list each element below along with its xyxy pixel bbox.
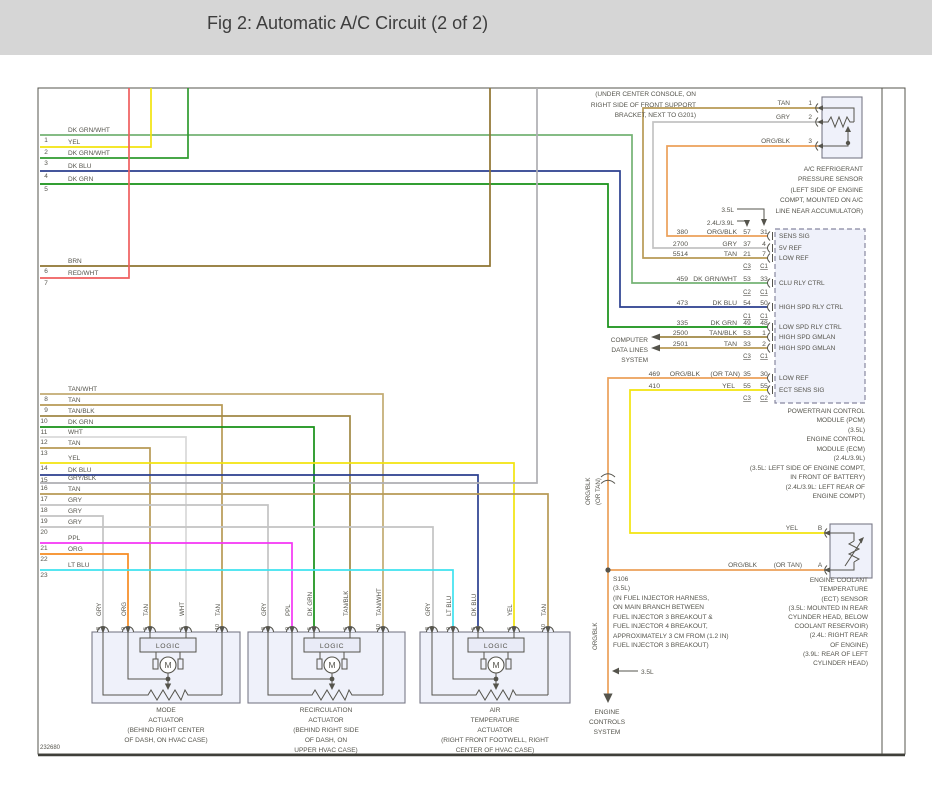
- pin-number: 30: [760, 371, 768, 378]
- pin-wire-label: TAN/WHT: [376, 588, 383, 616]
- pin-number: 6: [507, 627, 513, 630]
- pin-number: 35: [743, 371, 751, 378]
- pin-number: 33: [743, 341, 751, 348]
- pin-number: 10: [376, 624, 382, 630]
- pin-number: B: [817, 525, 823, 532]
- signal-label: LOW SPD RLY CTRL: [779, 324, 842, 331]
- pin-wire-label: LT BLU: [446, 595, 453, 616]
- wire-color-label: GRY: [68, 497, 82, 504]
- s106-splice: [585, 474, 729, 650]
- circuit-number: 2500: [672, 330, 688, 337]
- pin-number: 3: [808, 138, 812, 145]
- pin-wire-label: GRY: [261, 602, 268, 616]
- splice-note: S106: [613, 576, 629, 583]
- page-title: Fig 2: Automatic A/C Circuit (2 of 2): [207, 13, 489, 33]
- splice-note: (IN FUEL INJECTOR HARNESS,: [613, 595, 710, 602]
- pin-connector-arcs: [98, 627, 228, 633]
- component-label: POWERTRAIN CONTROL: [787, 408, 865, 415]
- pin-connector-arcs: [816, 104, 818, 151]
- pin-wire-label: ORG/BLK: [761, 138, 790, 145]
- component-label: CENTER OF HVAC CASE): [455, 747, 535, 754]
- pin-number: A: [817, 562, 823, 569]
- title-bar: [0, 0, 932, 55]
- connector-ref: C3: [743, 354, 751, 360]
- signal-label: HIGH SPD GMLAN: [779, 334, 836, 341]
- component-label: MODULE (ECM): [816, 446, 865, 453]
- system-label: DATA LINES: [611, 347, 648, 354]
- wire-2-yel: [40, 88, 151, 147]
- note-line: RIGHT SIDE OF FRONT SUPPORT: [590, 102, 696, 109]
- computer-data-lines: [611, 334, 660, 364]
- wire-21-ppl: [40, 543, 292, 626]
- component-label: (2.4L/3.9L): [833, 455, 865, 462]
- wire-number: 7: [44, 280, 48, 287]
- wire-7-red-wht: [40, 88, 129, 278]
- splice-note: (3.5L): [613, 585, 630, 592]
- junction-dot: [166, 677, 171, 682]
- component-label: OF DASH, ON HVAC CASE): [124, 737, 208, 744]
- signal-label: 5V REF: [779, 245, 802, 252]
- pin-number: 53: [743, 330, 751, 337]
- pin-number: 9: [285, 627, 291, 630]
- splice-note: APPROXIMATELY 3 CM FROM (1.2 IN): [613, 633, 729, 640]
- component-label: (3.5L): [848, 427, 865, 434]
- connector-ref: C1: [760, 290, 768, 296]
- wire-color-alt: (OR TAN): [710, 371, 740, 378]
- component-label: COOLANT RESERVOIR): [794, 623, 868, 630]
- pin-number: 2: [762, 341, 766, 348]
- wire-number: 12: [40, 439, 48, 446]
- wire-number: 15: [40, 477, 48, 484]
- pin-wire-label: ORG/BLK: [728, 562, 757, 569]
- component-label: MODULE (PCM): [816, 417, 865, 424]
- pin-number: 6: [179, 627, 185, 630]
- pin-connector-arcs: [263, 627, 389, 633]
- engine-tag: 2.4L/3.9L: [706, 220, 734, 227]
- wire-number: 3: [44, 160, 48, 167]
- pressure-sensor: [761, 97, 864, 215]
- pin-number: 50: [760, 300, 768, 307]
- wire-number: 22: [40, 556, 48, 563]
- system-label: SYSTEM: [593, 729, 621, 736]
- pin-number: 8: [425, 627, 431, 630]
- component-label: (2.4L: RIGHT REAR: [809, 632, 868, 639]
- pin-number: 8: [261, 627, 267, 630]
- wire-color-label: DK BLU: [712, 300, 737, 307]
- engine-tag: 3.5L: [721, 207, 734, 214]
- component-label: ENGINE COMPT): [812, 493, 865, 500]
- system-label: CONTROLS: [588, 719, 626, 726]
- wire-color-label: TAN/BLK: [68, 408, 95, 415]
- signal-label: CLU RLY CTRL: [779, 280, 825, 287]
- signal-label: SENS SIG: [779, 233, 810, 240]
- pin-wire-label: PPL: [285, 604, 292, 616]
- wire-color-label: YEL: [68, 139, 81, 146]
- recirculation-actuator: [248, 588, 405, 754]
- wire-number: 2: [44, 149, 48, 156]
- component-label: IN FRONT OF BATTERY): [790, 474, 865, 481]
- engine-controls-system: [589, 668, 654, 736]
- component-label: (LEFT SIDE OF ENGINE: [790, 187, 863, 194]
- note-line: (UNDER CENTER CONSOLE, ON: [595, 91, 696, 98]
- wire-color-label: TAN/BLK: [709, 330, 737, 337]
- wire-number: 9: [44, 407, 48, 414]
- wire-12-wht: [40, 437, 186, 626]
- wire-14-yel: [40, 463, 514, 626]
- wire-number: 21: [40, 545, 48, 552]
- component-label: A/C REFRIGERANT: [803, 166, 863, 173]
- circuit-number: 469: [648, 371, 660, 378]
- pin-wire-label: TAN/BLK: [343, 590, 350, 616]
- junction-dot: [846, 141, 850, 145]
- circu it-number: 335: [676, 320, 688, 327]
- component-label: ACTUATOR: [308, 717, 344, 724]
- wire-color-label: DK GRN/WHT: [68, 150, 110, 157]
- component-label: AIR: [489, 707, 501, 714]
- component-label: UPPER HVAC CASE): [294, 747, 358, 754]
- circuit-number: 5514: [672, 251, 688, 258]
- wire-color-label: YEL: [722, 383, 735, 390]
- component-label: CYLINDER HEAD, BELOW: [788, 614, 868, 621]
- wire-color-label: WHT: [68, 429, 83, 436]
- wire-number: 6: [44, 268, 48, 275]
- pin-wire-label: TAN: [541, 604, 548, 616]
- pin-number: 2: [808, 114, 812, 121]
- figure-id: 232680: [40, 745, 61, 751]
- wire-number: 16: [40, 485, 48, 492]
- wire-19-gry: [40, 516, 103, 626]
- logic-label: LOGIC: [483, 643, 509, 650]
- wire-number: 11: [40, 429, 48, 436]
- engine-tag-pointer: [737, 209, 764, 219]
- signal-label: LOW REF: [779, 375, 809, 382]
- component-label: (3.5L: LEFT SIDE OF ENGINE COMPT,: [749, 465, 865, 472]
- wire-color-label: BRN: [68, 258, 82, 265]
- pin-number: 1: [808, 100, 812, 107]
- pin-wire-label: DK BLU: [471, 593, 478, 616]
- pcm-connector: [649, 207, 866, 500]
- pin-number: 37: [743, 241, 751, 248]
- wire-color-label: GRY/BLK: [68, 475, 97, 482]
- system-label: ENGINE: [594, 709, 620, 716]
- left-wire-labels: [40, 127, 110, 579]
- component-label: PRESSURE SENSOR: [797, 176, 863, 183]
- motor-label: M: [492, 660, 500, 670]
- pin-wire-alt: (OR TAN): [773, 562, 802, 569]
- pin-wire-label: TAN: [777, 100, 790, 107]
- component-label: RECIRCULATION: [299, 707, 353, 714]
- wire-number: 18: [40, 507, 48, 514]
- pin-number: 55: [760, 383, 768, 390]
- down-arrow-icon: [603, 694, 612, 704]
- wire-color-label: DK GRN: [710, 320, 737, 327]
- component-label: TEMPERATURE: [470, 717, 520, 724]
- splice-note: FUEL INJECTOR 3 BREAKOUT &: [613, 614, 713, 621]
- wire-color-label: TAN: [723, 251, 737, 258]
- wire-number: 19: [40, 518, 48, 525]
- wire-5-dk-grn: [40, 184, 768, 327]
- component-label: LINE NEAR ACCUMULATOR): [775, 208, 863, 215]
- component-label: ACTUATOR: [148, 717, 184, 724]
- pin-number: 5: [471, 627, 477, 630]
- component-label: (BEHIND RIGHT SIDE: [293, 727, 359, 734]
- pin-number: 55: [743, 383, 751, 390]
- wire-color-label: GRY: [722, 241, 737, 248]
- motor-label: M: [328, 660, 336, 670]
- pin-number: 54: [743, 300, 751, 307]
- pin-number: 10: [541, 624, 547, 630]
- wire-color-label: YEL: [68, 455, 81, 462]
- junction-dot: [494, 677, 499, 682]
- connector-ref: C3: [743, 396, 751, 402]
- system-label: SYSTEM: [621, 357, 648, 364]
- connector-ref: C1: [760, 314, 768, 320]
- connector-ref: C2: [760, 396, 768, 402]
- wire-color-label: TAN: [723, 341, 737, 348]
- pin-wire-label: GRY: [96, 602, 103, 616]
- pin-number: 7: [762, 251, 766, 258]
- pin-number: 6: [343, 627, 349, 630]
- ground-location-note: [591, 91, 696, 119]
- vertical-wire-label: ORG/BLK: [585, 477, 592, 505]
- component-label: ENGINE COOLANT: [809, 577, 868, 584]
- splice-note: ON MAIN BRANCH BETWEEN: [613, 604, 705, 611]
- splice-dot: [605, 567, 610, 572]
- component-label: OF ENGINE): [830, 642, 868, 649]
- wire-color-label: TAN: [68, 486, 81, 493]
- connector-ref: C2: [743, 290, 751, 296]
- wire-number: 17: [40, 496, 48, 503]
- wire-color-label: GRY: [68, 508, 82, 515]
- pin-arrow-icons: [824, 530, 830, 572]
- pin-wire-label: DK GRN: [307, 591, 314, 616]
- circuit-number: 459: [676, 276, 688, 283]
- motor-label: M: [164, 660, 172, 670]
- wire-color-label: DK GRN/WHT: [68, 127, 110, 134]
- wire-color-label: GRY: [68, 519, 82, 526]
- circuit-number: 2700: [672, 241, 688, 248]
- vertical-wire-label: (OR TAN): [595, 478, 602, 505]
- pin-number: 53: [743, 276, 751, 283]
- wire-number: 23: [40, 572, 48, 579]
- pin-number: 49: [743, 320, 751, 327]
- pin-number: 5: [307, 627, 313, 630]
- note-line: BRACKET, NEXT TO G201): [614, 112, 696, 119]
- wire-color-label: ORG: [68, 546, 83, 553]
- internal-wiring: [150, 0, 292, 677]
- pin-number: 10: [215, 624, 221, 630]
- splice-note: FUEL INJECTOR 4 BREAKOUT,: [613, 623, 708, 630]
- signal-label: HIGH SPD GMLAN: [779, 345, 836, 352]
- down-arrow-icon: [761, 219, 767, 226]
- pin-number: 57: [743, 229, 751, 236]
- pin-number: 33: [760, 276, 768, 283]
- wire-color-label: DK BLU: [68, 467, 92, 474]
- connector-ref: C1: [743, 314, 751, 320]
- pin-number: 48: [760, 320, 768, 327]
- pin-number: 9: [446, 627, 452, 630]
- pin-wire-label: YEL: [785, 525, 798, 532]
- wire-color-label: DK BLU: [68, 163, 92, 170]
- wire-color-label: RED/WHT: [68, 270, 99, 277]
- pin-wire-label: GRY: [776, 114, 790, 121]
- circuit-number: 473: [676, 300, 688, 307]
- pin-number: 1: [762, 330, 766, 337]
- component-label: (3.9L: REAR OF LEFT: [802, 651, 868, 658]
- system-label: COMPUTER: [610, 337, 648, 344]
- circuit-number: 2501: [672, 341, 688, 348]
- pin-wire-label: YEL: [507, 604, 514, 616]
- pin-connector-arcs: [825, 529, 827, 575]
- wire-color-label: LT BLU: [68, 562, 90, 569]
- wire-color-label: PPL: [68, 535, 81, 542]
- junction-dot: [330, 677, 335, 682]
- engine-tag: 3.5L: [641, 669, 654, 676]
- signal-label: HIGH SPD RLY CTRL: [779, 304, 844, 311]
- component-label: ENGINE CONTROL: [806, 436, 865, 443]
- connector-ref: C1: [760, 354, 768, 360]
- pin-number: 9: [121, 627, 127, 630]
- wire-number: 20: [40, 529, 48, 536]
- wire-number: 13: [40, 450, 48, 457]
- component-label: OF DASH, ON: [304, 737, 348, 744]
- circuit-number: 410: [648, 383, 660, 390]
- splice-note: FUEL INJECTOR 3 BREAKOUT): [613, 642, 709, 649]
- pin-number: 8: [96, 627, 102, 630]
- component-label: (RIGHT FRONT FOOTWELL, RIGHT: [441, 737, 549, 744]
- wire-number: 5: [44, 186, 48, 193]
- pin-wire-label: WHT: [179, 601, 186, 616]
- component-label: (2.4L/3.9L: LEFT REAR OF: [785, 484, 865, 491]
- wire-15-dk-blu: [40, 475, 478, 626]
- circuit-number: 380: [676, 229, 688, 236]
- pin-wire-label: TAN: [143, 604, 150, 616]
- wire-number: 10: [40, 418, 48, 425]
- wire-6-brn: [40, 88, 490, 266]
- wire-color-label: TAN: [68, 440, 81, 447]
- component-label: COMPT, MOUNTED ON A/C: [779, 197, 863, 204]
- signal-label: LOW REF: [779, 255, 809, 262]
- pin-connector-arcs: [768, 232, 771, 395]
- logic-label: LOGIC: [155, 643, 181, 650]
- wire-8-tan-wht: [40, 394, 383, 626]
- component-label: TEMPERATURE: [819, 586, 868, 593]
- pin-wire-label: ORG: [121, 601, 128, 616]
- wire-number: 14: [40, 465, 48, 472]
- wire-color-label: ORG/BLK: [706, 229, 737, 236]
- wire-number: 8: [44, 396, 48, 403]
- wire-number: 4: [44, 173, 48, 180]
- wire-23-lt-blu: [40, 570, 453, 626]
- component-label: MODE: [156, 707, 176, 714]
- vertical-wire-label: ORG/BLK: [592, 622, 599, 650]
- pin-number: 31: [760, 229, 768, 236]
- pin-wire-label: GRY: [425, 602, 432, 616]
- wire-color-label: DK GRN: [68, 176, 94, 183]
- component-label: ACTUATOR: [477, 727, 513, 734]
- connector-ref: C3: [743, 264, 751, 270]
- pin-number: 5: [143, 627, 149, 630]
- pressure-sensor-box: [822, 97, 862, 158]
- pin-wire-label: TAN: [215, 604, 222, 616]
- wire-color-label: DK GRN: [68, 419, 94, 426]
- signal-label: ECT SENS SIG: [779, 387, 825, 394]
- pin-number: 21: [743, 251, 751, 258]
- pin-number: 4: [762, 241, 766, 248]
- connector-ref: C1: [760, 264, 768, 270]
- left-arrow-icon: [612, 668, 619, 675]
- component-label: (ECT) SENSOR: [821, 596, 868, 603]
- component-label: CYLINDER HEAD): [813, 660, 868, 667]
- wire-color-label: TAN/WHT: [68, 386, 98, 393]
- wire-color-label: TAN: [68, 397, 81, 404]
- offpage-arrow-icons: [651, 334, 660, 352]
- left-harness-wires: [40, 88, 768, 626]
- component-label: (3.5L: MOUNTED IN REAR: [788, 605, 868, 612]
- wire-color-label: DK GRN/WHT: [693, 276, 737, 283]
- wire-number: 1: [44, 137, 48, 144]
- wire-color-label: ORG/BLK: [669, 371, 700, 378]
- ect-sensor: [728, 524, 872, 667]
- wire-4-dk-blu: [40, 171, 768, 307]
- logic-label: LOGIC: [319, 643, 345, 650]
- down-arrow-icon: [744, 220, 750, 227]
- component-label: (BEHIND RIGHT CENTER: [127, 727, 205, 734]
